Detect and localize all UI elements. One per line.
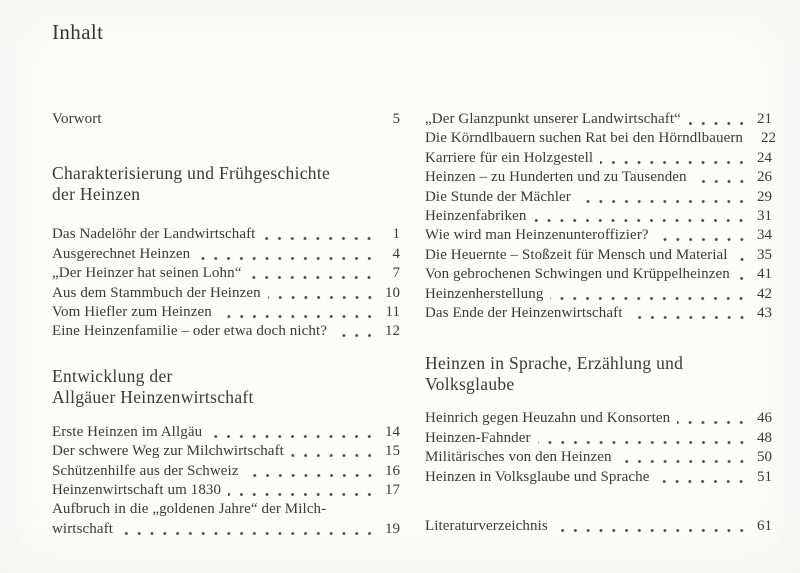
dot-leader <box>630 304 746 323</box>
toc-entry <box>52 423 400 442</box>
dot-leader <box>737 265 746 284</box>
toc-entry-title: Schützenhilfe aus der Schweiz <box>52 462 239 479</box>
dot-leader <box>555 517 746 536</box>
toc-entry-title: Die Körndlbauern suchen Rat bei den Hörndlbauern <box>425 130 744 147</box>
toc-entry <box>425 285 772 304</box>
toc-entry-title: Das Nadelöhr der Landwirtschaft <box>52 226 256 243</box>
toc-entry-page: 50 <box>757 449 772 466</box>
toc-entry <box>425 226 772 245</box>
toc-entry <box>425 207 772 226</box>
dot-leader <box>291 442 374 461</box>
toc-entry <box>52 481 400 500</box>
toc-entry-title: Vom Hiefler zum Heinzen <box>52 304 212 321</box>
toc-entry-page: 10 <box>385 284 400 301</box>
toc-entry <box>425 168 772 187</box>
toc-entry-title: Karriere für ein Holzgestell <box>425 149 594 166</box>
toc-entry-title: Heinzenwirtschaft um 1830 <box>52 482 222 499</box>
dot-leader <box>550 285 746 304</box>
dot-leader <box>334 322 374 341</box>
dot-leader <box>688 110 746 129</box>
toc-entry-title: Literaturverzeichnis <box>425 518 548 535</box>
dot-leader <box>228 481 374 500</box>
toc-entry-group <box>52 225 400 341</box>
toc-entry <box>52 110 400 129</box>
dot-leader <box>656 226 746 245</box>
section-heading <box>52 163 400 205</box>
dot-leader <box>120 520 374 539</box>
toc-entry-page: 48 <box>757 429 772 446</box>
toc-entry-title: Vorwort <box>52 111 102 127</box>
toc-entry-page: 41 <box>757 266 772 283</box>
toc-entry <box>425 517 772 536</box>
toc-entry-page: 4 <box>392 245 400 262</box>
toc-entry <box>52 442 400 461</box>
toc-entry <box>52 322 400 341</box>
toc-entry-page: 31 <box>757 208 772 225</box>
toc-entry-title: Das Ende der Heinzenwirtschaft <box>425 305 623 322</box>
toc-entry-title: Die Heuernte – Stoßzeit für Mensch und Material <box>425 246 728 263</box>
dot-leader <box>677 409 746 428</box>
toc-entry-title: wirtschaft <box>52 520 113 537</box>
toc-entry-title: Aufbruch in die „goldenen Jahre“ der Milch- <box>52 501 327 518</box>
toc-entry <box>425 129 777 148</box>
toc-entry-page: 22 <box>761 130 777 147</box>
toc-entry <box>425 188 772 207</box>
toc-entry-title: Aus dem Stammbuch der Heinzen <box>52 284 261 301</box>
toc-entry-page: 42 <box>757 285 772 302</box>
toc-entry <box>52 303 400 322</box>
dot-leader <box>219 303 374 322</box>
toc-entry <box>425 468 772 487</box>
toc-entry-page: 16 <box>385 462 400 479</box>
toc-entry-page: 51 <box>757 468 772 485</box>
toc-entry-title: Wie wird man Heinzenunteroffizier? <box>425 227 649 244</box>
toc-entry-page: 61 <box>757 518 772 535</box>
toc-entry-page: 24 <box>757 149 772 166</box>
section-heading-line: Charakterisierung und Frühgeschichte <box>52 163 331 184</box>
toc-entry <box>425 448 772 467</box>
dot-leader <box>578 188 746 207</box>
toc-entry-title: „Der Heinzer hat seinen Lohn“ <box>52 265 242 282</box>
dot-leader <box>109 110 374 129</box>
section-heading-line: Heinzen in Sprache, Erzählung und <box>425 353 684 374</box>
toc-entry-page: 26 <box>757 169 772 186</box>
toc-entry <box>425 409 772 428</box>
toc-entry-page: 5 <box>392 111 400 127</box>
dot-leader <box>248 264 374 283</box>
toc-column-left <box>52 110 400 539</box>
toc-entry <box>52 284 400 303</box>
page-title: Inhalt <box>52 20 104 44</box>
toc-entry-title: Ausgerechnet Heinzen <box>52 245 191 262</box>
toc-entry-group <box>425 110 777 323</box>
toc-entry-page: 19 <box>385 520 400 537</box>
dot-leader <box>533 207 746 226</box>
dot-leader <box>538 429 746 448</box>
toc-entry <box>425 110 772 129</box>
toc-entry-title: Die Stunde der Mächler <box>425 188 571 205</box>
toc-entry-page: 21 <box>757 111 772 127</box>
toc-entry-title: Von gebrochenen Schwingen und Krüppelheinzen <box>425 266 730 283</box>
toc-entry-page: 17 <box>385 482 400 499</box>
section-heading-line: Entwicklung der <box>52 365 173 386</box>
dot-leader <box>600 149 746 168</box>
toc-columns <box>52 110 777 539</box>
toc-entry-page: 34 <box>757 227 772 244</box>
toc-entry-page: 29 <box>757 188 772 205</box>
toc-entry <box>52 264 400 283</box>
toc-entry-page: 15 <box>385 443 400 460</box>
section-heading <box>425 353 772 395</box>
toc-entry <box>425 304 772 323</box>
toc-entry-title: Eine Heinzenfamilie – oder etwa doch nicht? <box>52 323 328 340</box>
section-heading-line: Volksglaube <box>425 374 515 395</box>
toc-entry-title: Heinzen-Fahnder <box>425 429 531 446</box>
toc-entry <box>425 429 772 448</box>
dot-leader <box>246 462 374 481</box>
toc-entry-group <box>52 110 400 129</box>
dot-leader <box>197 245 374 264</box>
section-heading-line: der Heinzen <box>52 184 141 205</box>
toc-entry-title: Erste Heinzen im Allgäu <box>52 423 203 440</box>
toc-entry-page: 35 <box>757 246 772 263</box>
dot-leader <box>694 168 746 187</box>
toc-entry <box>425 265 772 284</box>
toc-entry-page: 43 <box>757 305 772 322</box>
toc-entry-title: Heinzenfabriken <box>425 208 527 225</box>
toc-entry-page: 46 <box>757 410 772 427</box>
dot-leader <box>735 246 746 265</box>
toc-entry <box>52 520 400 539</box>
toc-entry <box>52 500 400 519</box>
toc-entry-title: Heinzen in Volksglaube und Sprache <box>425 468 650 485</box>
toc-entry-group <box>425 409 772 487</box>
section-heading-line: Allgäuer Heinzenwirtschaft <box>52 386 254 407</box>
toc-entry-title: „Der Glanzpunkt unserer Landwirtschaft“ <box>425 111 681 127</box>
toc-entry <box>425 149 772 168</box>
toc-entry-title: Heinzenherstellung <box>425 285 544 302</box>
toc-entry <box>52 462 400 481</box>
toc-entry-page: 12 <box>385 323 400 340</box>
toc-entry-title: Heinrich gegen Heuzahn und Konsorten <box>425 410 671 427</box>
toc-column-right <box>425 110 777 539</box>
toc-entry-title: Heinzen – zu Hunderten und zu Tausenden <box>425 169 687 186</box>
dot-leader <box>268 284 374 303</box>
toc-entry-page: 7 <box>392 265 400 282</box>
toc-entry-title: Militärisches von den Heinzen <box>425 449 612 466</box>
dot-leader <box>209 423 374 442</box>
toc-entry-page: 1 <box>392 226 400 243</box>
toc-entry <box>52 225 400 244</box>
section-heading <box>52 366 400 408</box>
toc-entry-page: 14 <box>385 423 400 440</box>
toc-entry <box>52 245 400 264</box>
dot-leader <box>262 225 374 244</box>
toc-entry-page: 11 <box>385 304 400 321</box>
toc-entry-group <box>52 423 400 539</box>
dot-leader <box>619 448 746 467</box>
dot-leader <box>656 468 746 487</box>
toc-entry <box>425 246 772 265</box>
toc-entry-group <box>425 517 772 536</box>
toc-entry-title: Der schwere Weg zur Milchwirtschaft <box>52 443 284 460</box>
